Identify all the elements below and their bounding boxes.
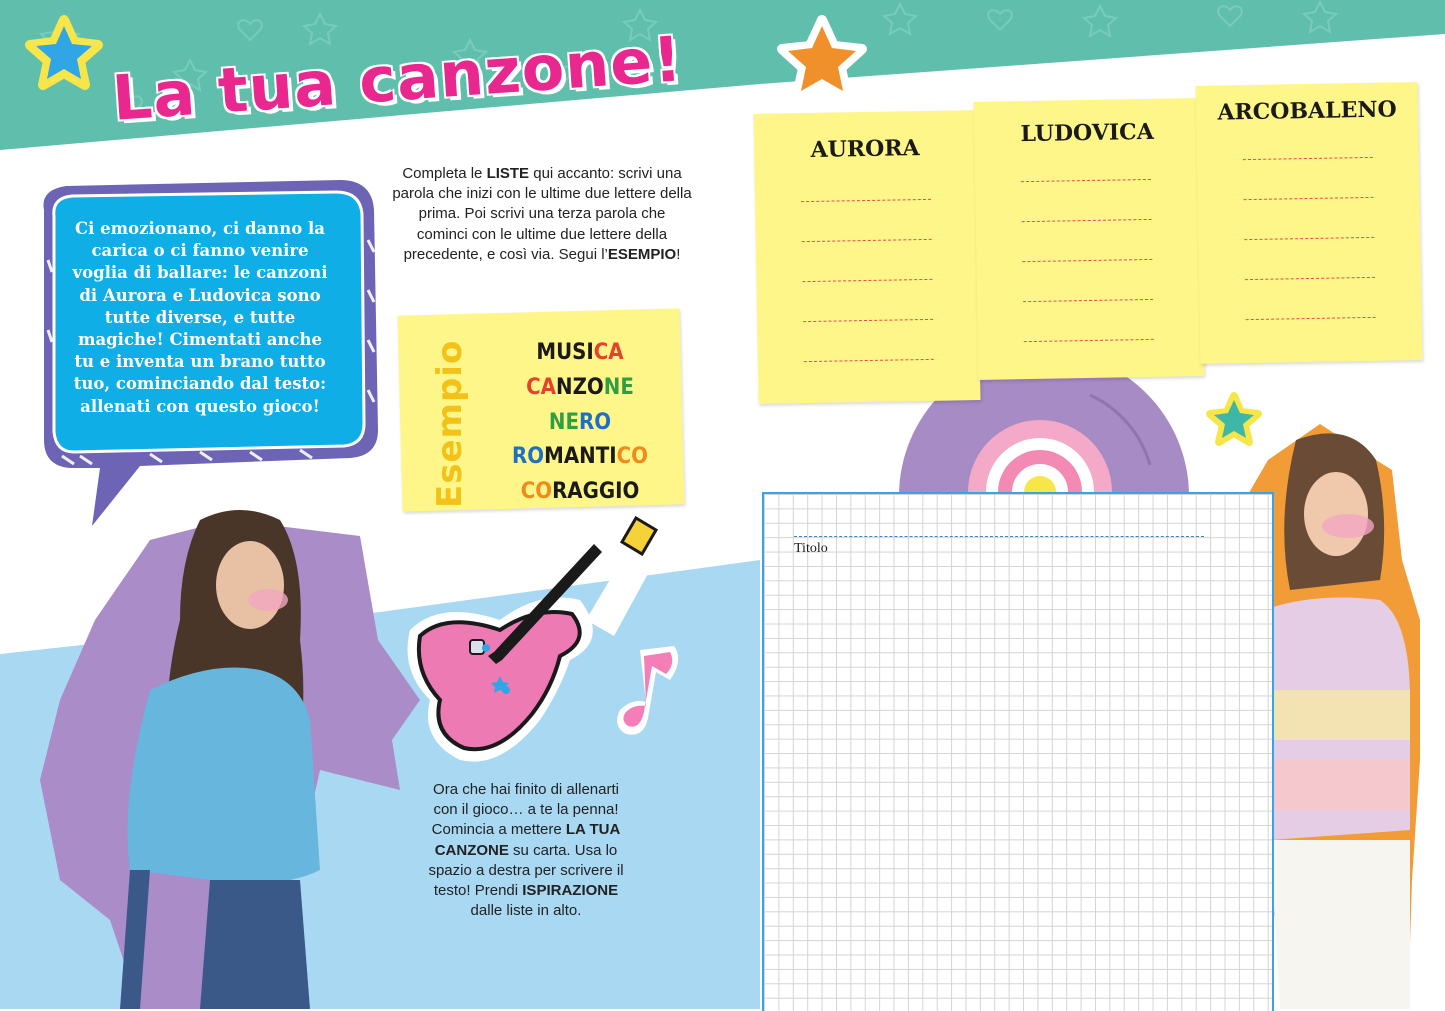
list-line[interactable]	[802, 239, 932, 242]
list-title-arcobaleno: ARCOBALENO	[1217, 96, 1397, 126]
writing-sheet[interactable]	[762, 492, 1274, 1011]
intro-bold-liste: LISTE	[486, 165, 530, 182]
list-line[interactable]	[1022, 219, 1152, 222]
list-line[interactable]	[804, 359, 934, 362]
word-segment: NZO	[556, 374, 604, 400]
word-segment: CO	[520, 479, 553, 505]
list-line[interactable]	[802, 279, 932, 282]
list-line[interactable]	[1244, 237, 1374, 240]
list-line[interactable]	[1245, 277, 1375, 280]
example-words	[492, 336, 668, 510]
list-line[interactable]	[803, 319, 933, 322]
word-segment: RO	[579, 409, 612, 435]
list-title-ludovica: LUDOVICA	[1020, 118, 1154, 148]
outro-bold-ispirazione: ISPIRAZIONE	[522, 882, 619, 900]
list-title-aurora: AURORA	[810, 135, 920, 163]
list-ludovica	[974, 98, 1205, 380]
intro-text-2: qui accanto: scrivi una parola che inizi con le ultime due lettere della prima. Poi scrivi una terza parola che cominci con le ultime due lettere della precedente, e così via. Segui l’	[392, 165, 692, 263]
outro-text-3: dalle liste in alto.	[470, 902, 582, 920]
list-line[interactable]	[1246, 317, 1376, 320]
word-segment: RAGGIO	[552, 479, 640, 505]
list-arcobaleno	[1196, 82, 1423, 364]
example-label: Esempio	[430, 339, 470, 508]
list-line[interactable]	[1244, 197, 1374, 200]
outro-instructions	[428, 780, 624, 921]
intro-text-3: !	[676, 245, 681, 263]
example-word	[492, 440, 668, 475]
word-segment: CA	[526, 374, 556, 400]
outro-text-1: Ora che hai finito di allenarti con il gioco… a te la penna! Comincia a mettere	[431, 781, 619, 839]
list-line[interactable]	[1021, 179, 1151, 182]
example-word	[492, 371, 668, 406]
title-line[interactable]	[794, 536, 1204, 537]
example-word	[492, 475, 668, 510]
intro-text-1: Completa le	[402, 165, 487, 182]
page-title: La tua canzone!	[110, 22, 685, 135]
list-aurora	[753, 110, 980, 404]
list-line[interactable]	[1023, 299, 1153, 302]
word-segment: CA	[593, 340, 624, 365]
list-line[interactable]	[1022, 259, 1152, 262]
word-segment: NE	[548, 409, 579, 435]
word-segment: MUSI	[536, 340, 594, 365]
outro-text-2: su carta. Usa lo spazio a destra per scrivere il testo! Prendi	[428, 841, 624, 900]
outro-bold-canzone: LA TUA CANZONE	[434, 821, 621, 859]
intro-bold-esempio: ESEMPIO	[607, 245, 677, 263]
word-segment: RO	[512, 444, 545, 470]
word-segment: CO	[616, 444, 648, 470]
word-segment: NE	[603, 374, 634, 400]
title-label: Titolo	[794, 541, 828, 556]
list-line[interactable]	[801, 199, 931, 202]
list-line[interactable]	[1243, 157, 1373, 160]
star-teal-right	[1210, 396, 1258, 442]
bubble-text: Ci emozionano, ci danno la carica o ci fanno venire voglia di ballare: le canzoni di Aurora e Ludovica sono tutte diverse, e tutte magiche! Cimentati anche tu e inventa un brano tutto tuo, cominciando dal testo: allenati con questo gioco!	[72, 219, 328, 416]
list-line[interactable]	[1024, 339, 1154, 342]
word-segment: MANTI	[544, 444, 617, 470]
example-word	[492, 336, 668, 371]
example-word	[492, 406, 668, 441]
intro-instructions	[392, 164, 692, 265]
